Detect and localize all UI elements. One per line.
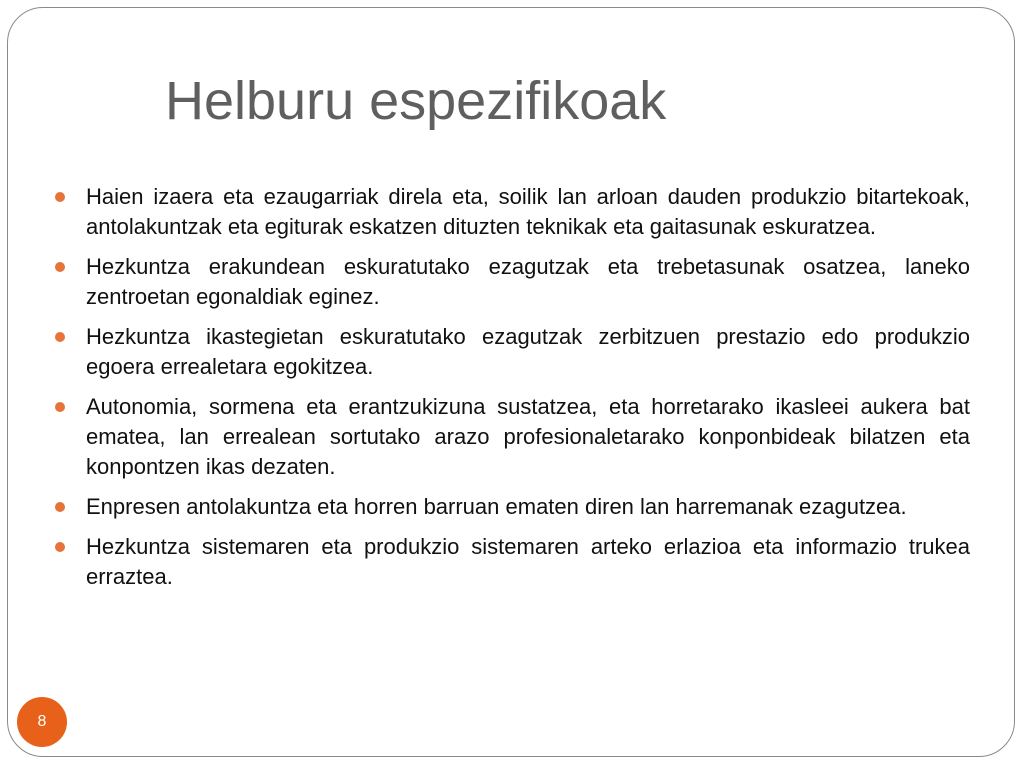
bullet-item-5 — [52, 492, 970, 522]
bullet-text: Hezkuntza erakundean eskuratutako ezagutzak eta trebetasunak osatzea, laneko zentroetan egonaldiak eginez. — [86, 254, 970, 309]
bullet-item-4 — [52, 392, 970, 482]
bullet-dot-icon — [55, 332, 65, 342]
bullet-dot-icon — [55, 262, 65, 272]
bullet-item-6 — [52, 532, 970, 592]
bullet-dot-icon — [55, 402, 65, 412]
bullet-dot-icon — [55, 192, 65, 202]
slide-title: Helburu espezifikoak — [165, 71, 667, 131]
bullet-dot-icon — [55, 542, 65, 552]
bullet-text: Hezkuntza sistemaren eta produkzio sistemaren arteko erlazioa eta informazio trukea erraztea. — [86, 534, 970, 589]
bullet-text: Enpresen antolakuntza eta horren barruan ematen diren lan harremanak ezagutzea. — [86, 494, 907, 519]
bullet-item-3 — [52, 322, 970, 382]
bullet-item-2 — [52, 252, 970, 312]
bullet-item-1 — [52, 182, 970, 242]
bullet-list — [52, 182, 970, 602]
bullet-text: Autonomia, sormena eta erantzukizuna sustatzea, eta horretarako ikasleei aukera bat ematea, lan errealean sortutako arazo profesionaletarako konponbideak bilatzen eta konpontzen ikas dezaten. — [86, 394, 970, 479]
bullet-text: Hezkuntza ikastegietan eskuratutako ezagutzak zerbitzuen prestazio edo produkzio egoera errealetara egokitzea. — [86, 324, 970, 379]
bullet-text: Haien izaera eta ezaugarriak direla eta, soilik lan arloan dauden produkzio bitartekoak, antolakuntzak eta egiturak eskatzen dituzten teknikak eta gaitasunak eskuratzea. — [86, 184, 970, 239]
bullet-dot-icon — [55, 502, 65, 512]
page-number-badge: 8 — [17, 697, 67, 747]
